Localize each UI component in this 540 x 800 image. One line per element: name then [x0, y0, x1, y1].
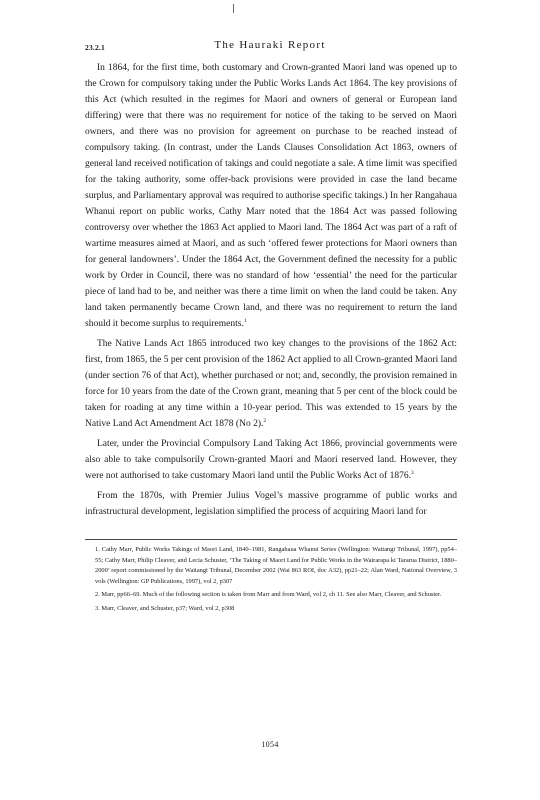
footnote: 1. Cathy Marr, Public Works Takings of Maori Land, 1840–1981, Rangahaua Whanui Series (Wellington: Waitangi Tribunal, 1997), pp54–55; Cathy Marr, Philip Cleaver, and Lecia Schuster, ‘The Taking of Maori Land for Public Works in the Wairarapa ki Tararua District, 1880–2000’ report commissioned by the Waitangi Tribunal, December 2002 (Wai 863 ROI, doc A32), pp21–22; Alan Ward, National Overview, 3 vols (Wellington: GP Publications, 1997), vol 2, p307: [95, 546, 457, 585]
footnote: 2. Marr, pp66–69. Much of the following section is taken from Marr and from Ward, vol 2, ch 11. See also Marr, Cleaver, and Schuster.: [95, 591, 442, 599]
running-head: The Hauraki Report: [214, 39, 326, 51]
section-number: 23.2.1: [85, 43, 105, 52]
footnotes: [85, 545, 457, 618]
page-number: 1054: [261, 740, 279, 749]
paragraph: The Native Lands Act 1865 introduced two key changes to the provisions of the 1862 Act: first, from 1865, the 5 per cent provision of the 1862 Act applied to all Crown-granted Maori land (under section 76 of that Act), whether purchased or not; and, secondly, the provision remained in force for 10 years from the date of the Crown grant, meaning that 5 per cent of the block could be taken for roading at any time within a 10-year period. This was extended to 15 years by the Native Land Act Amendment Act 1878 (No 2).$^2$: [85, 339, 457, 429]
footnote: 3. Marr, Cleaver, and Schuster, p37; Ward, vol 2, p308: [95, 604, 235, 612]
footnote-ref: 3: [410, 469, 414, 476]
footnote-ref: 1: [243, 317, 247, 324]
body-text: [85, 60, 457, 524]
crop-mark: [233, 4, 234, 13]
footnote-divider: [85, 539, 457, 540]
paragraph: In 1864, for the first time, both customary and Crown-granted Maori land was opened up to the Crown for compulsory taking under the Public Works Lands Act 1864. The key provisions of this Act (which resulted in the regimes for Maori and owners of general or European land differing) were that there was no requirement for notice of the taking to be served on Maori owners, and there was no provision for agreement on purchase to be reached instead of compulsory taking. (In contrast, under the Lands Clauses Consolidation Act 1863, owners of general land received notification of takings and could negotiate a sale. A time limit was specified for the taking authority, some offer-back provisions were provided in case the land became surplus, and Parliamentary approval was required to authorise specific takings.) In her Rangahaua Whanui report on public works, Cathy Marr noted that the 1864 Act was passed following controversy over whether the 1863 Act applied to Maori land. The 1864 Act was part of a raft of wartime measures aimed at Maori, and as such ‘offered fewer protections for Maori owners than for general landowners’. Under the 1864 Act, the Government defined the necessity for a public work by Order in Council, there was no standard of how ‘essential’ the need for the particular piece of land had to be, and neither was there a time limit on when the land could be taken. Any land taken permanently became Crown land, and there was no requirement to return the land should it become surplus to requirements.$^1$: [85, 63, 457, 329]
paragraph: Later, under the Provincial Compulsory Land Taking Act 1866, provincial governments were also able to take compulsorily Crown-granted Maori and Maori reserved land. However, they were not authorised to take customary Maori land until the Public Works Act of 1876.$^3$: [85, 439, 457, 481]
paragraph: From the 1870s, with Premier Julius Vogel’s massive programme of public works and infrastructural development, legislation simplified the process of acquiring Maori land for: [85, 491, 457, 517]
footnote-ref: 2: [263, 417, 267, 424]
